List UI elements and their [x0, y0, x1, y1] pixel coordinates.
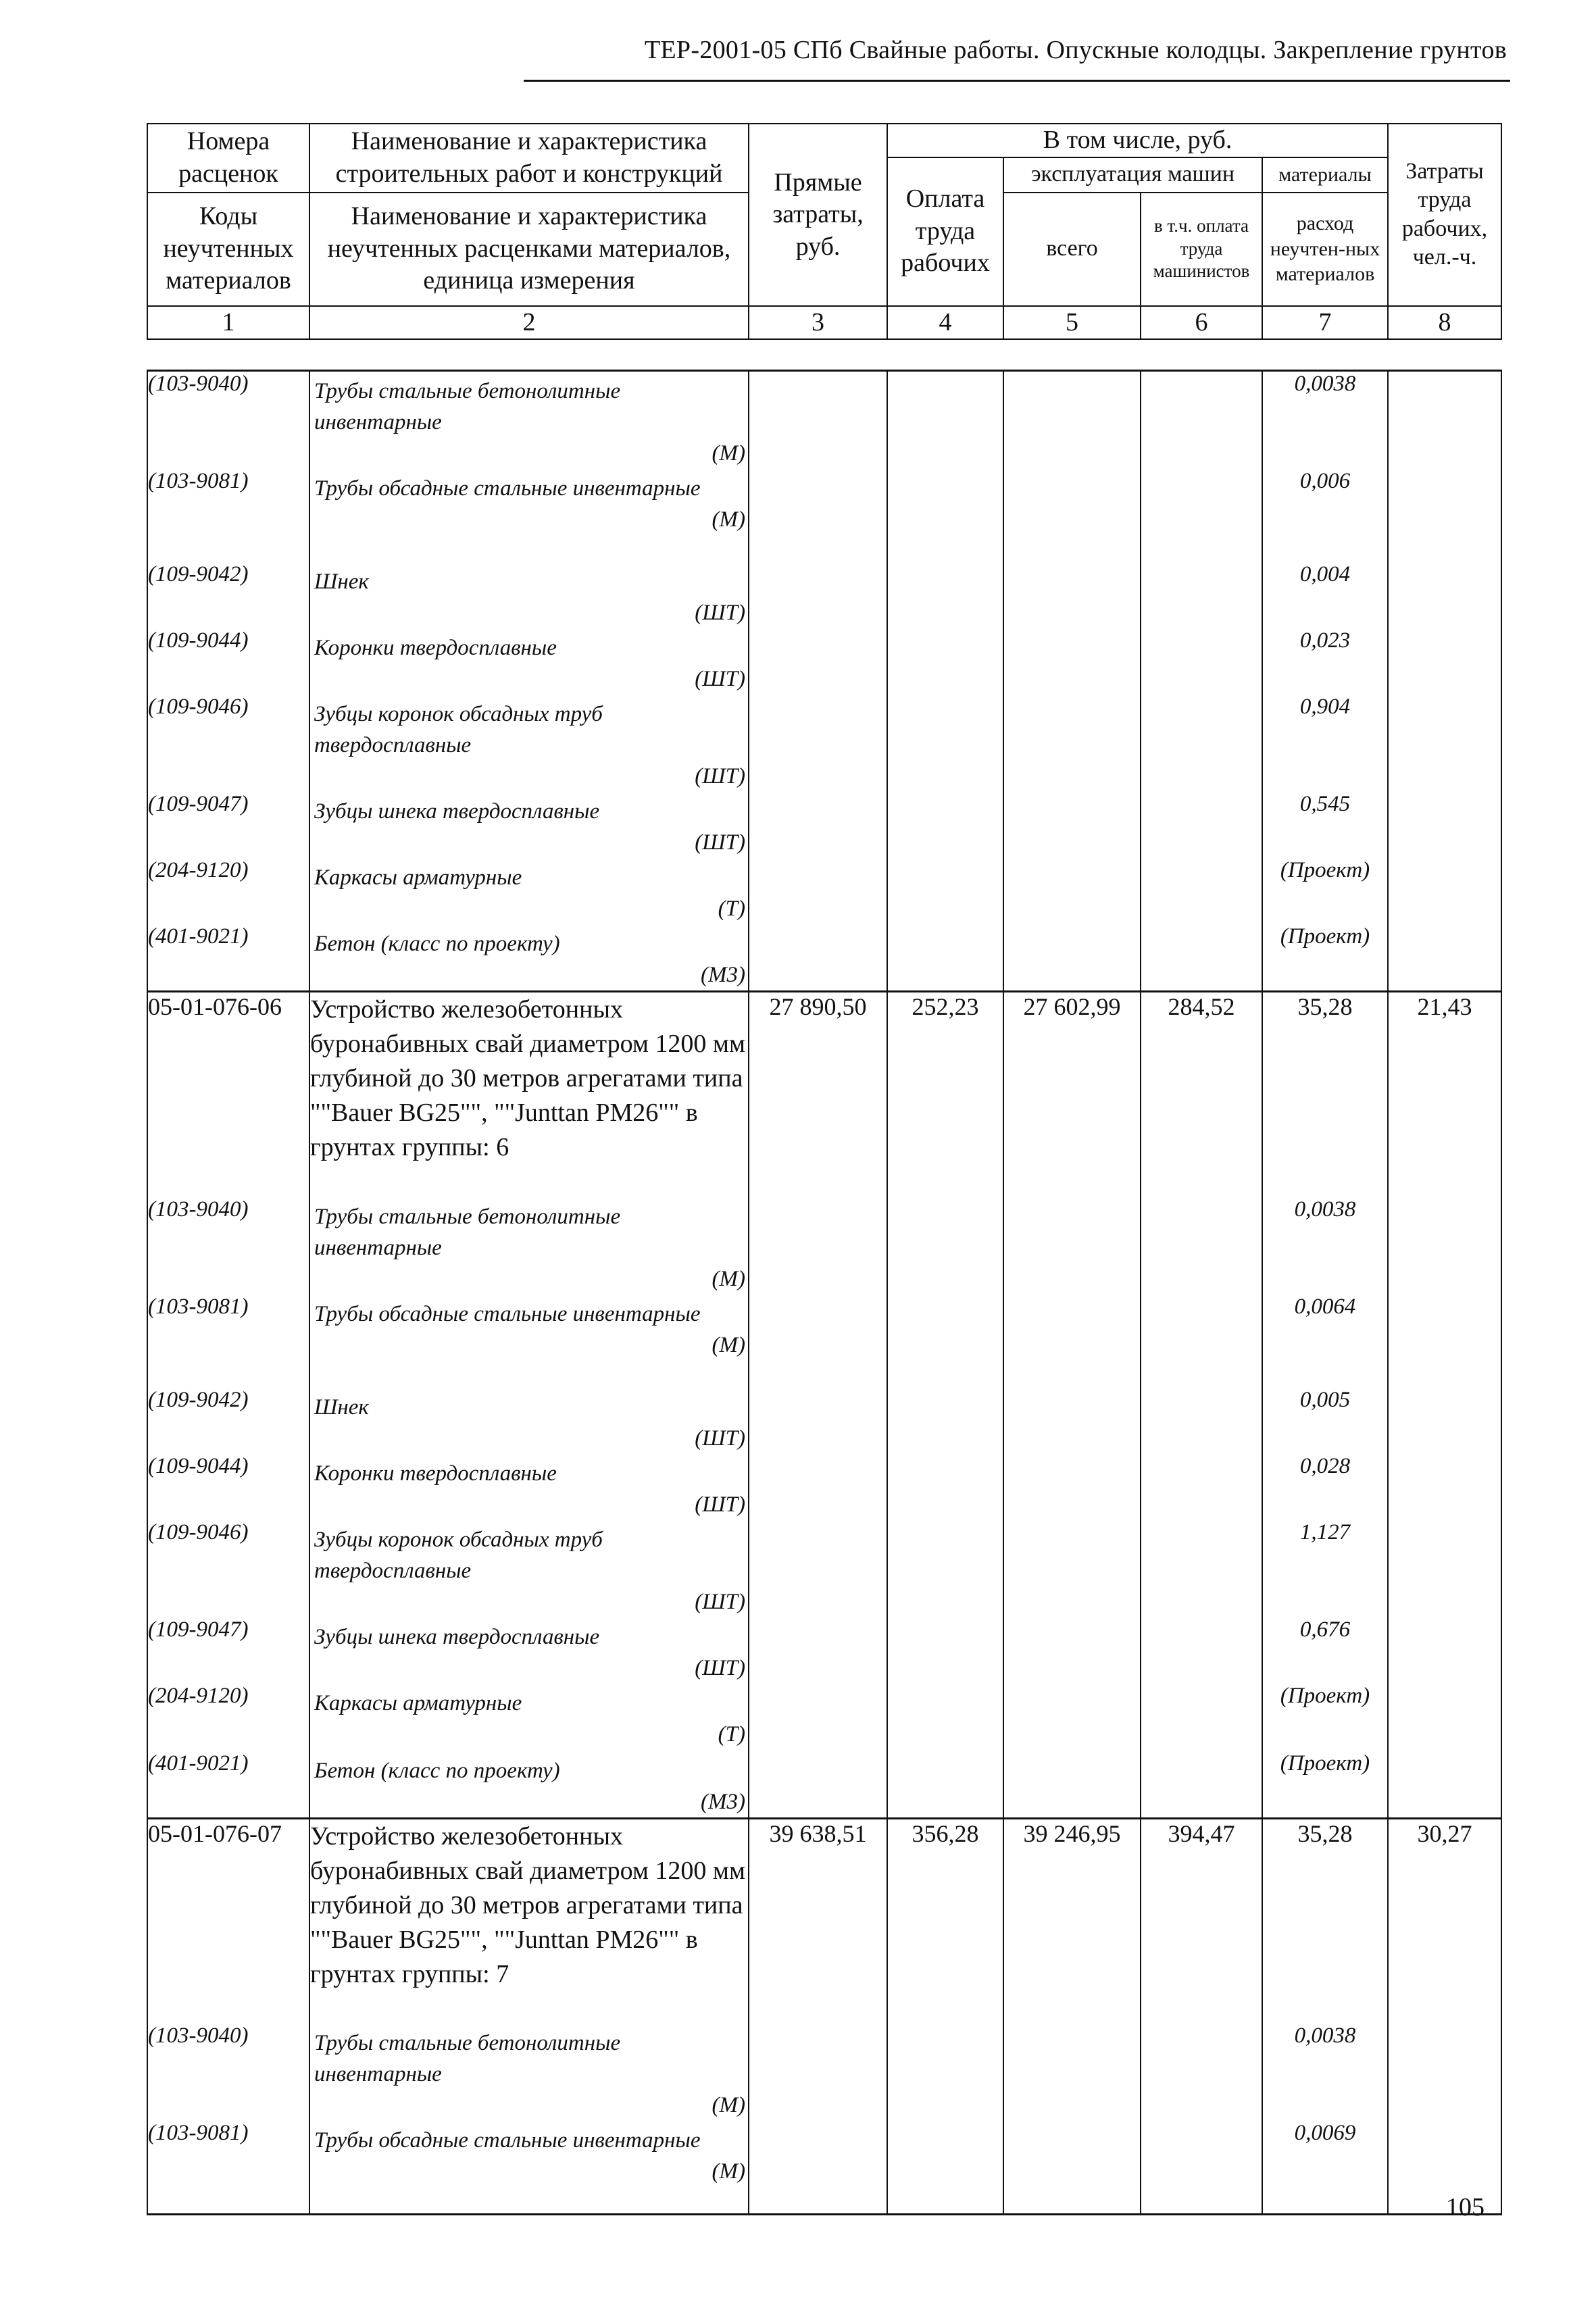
rate-machinists-pay: 394,47 [1141, 1818, 1262, 2023]
material-unit: (М) [712, 507, 745, 532]
header-labor-hours: Затраты труда рабочих, чел.-ч. [1388, 124, 1501, 306]
material-name-cell [309, 371, 749, 470]
material-name: Трубы обсадные стальные инвентарные [314, 476, 701, 501]
material-row [147, 2121, 1501, 2214]
rate-labor-pay: 356,28 [887, 1818, 1003, 2023]
material-consumption: (Проект) [1262, 1751, 1388, 1819]
rate-row [147, 1818, 1501, 2023]
material-code: (103-9040) [147, 2023, 309, 2121]
material-unit: (ШТ) [695, 1589, 745, 1614]
material-row [147, 1520, 1501, 1617]
material-unit: (М) [712, 441, 745, 466]
material-consumption: 0,028 [1262, 1454, 1388, 1520]
material-code: (103-9040) [147, 1197, 309, 1294]
table-header [147, 123, 1502, 340]
material-row [147, 562, 1501, 628]
material-code: (109-9047) [147, 792, 309, 858]
material-name: Трубы стальные бетонолитные инвентарные [314, 379, 621, 434]
header-materials: материалы [1262, 157, 1388, 193]
material-row [147, 858, 1501, 924]
material-consumption: 0,0038 [1262, 371, 1388, 470]
header-work-name: Наименование и характеристика строительных работ и конструкций [309, 124, 749, 193]
material-consumption: 0,023 [1262, 628, 1388, 695]
page-header-title: ТЕР-2001-05 СПб Свайные работы. Опускные колодцы. Закрепление грунтов [644, 36, 1507, 64]
material-unit: (ШТ) [695, 601, 745, 625]
material-unit: (М) [712, 2159, 745, 2184]
header-labor-pay: Оплата труда рабочих [887, 157, 1003, 306]
material-unit: (М3) [701, 963, 745, 987]
material-code: (109-9047) [147, 1617, 309, 1684]
material-row [147, 1388, 1501, 1454]
material-unit: (ШТ) [695, 1655, 745, 1680]
material-row [147, 1197, 1501, 1294]
material-name: Каркасы арматурные [314, 865, 522, 890]
material-unit: (ШТ) [695, 764, 745, 788]
material-row [147, 1294, 1501, 1388]
material-name: Бетон (класс по проекту) [314, 932, 560, 956]
header-machines: эксплуатация машин [1003, 157, 1262, 193]
material-name: Трубы стальные бетонолитные инвентарные [314, 1204, 621, 1260]
material-consumption: (Проект) [1262, 1684, 1388, 1751]
material-consumption: 1,127 [1262, 1520, 1388, 1617]
material-unit: (М3) [701, 1789, 745, 1814]
material-code: (109-9046) [147, 695, 309, 792]
column-number: 6 [1141, 306, 1262, 340]
rate-materials: 35,28 [1262, 992, 1388, 1197]
material-code: (401-9021) [147, 1751, 309, 1819]
material-row [147, 695, 1501, 792]
material-unit: (Т) [718, 897, 745, 921]
column-number: 1 [147, 306, 309, 340]
material-name: Трубы стальные бетонолитные инвентарные [314, 2031, 621, 2086]
column-number: 3 [749, 306, 887, 340]
material-code: (204-9120) [147, 1684, 309, 1751]
material-name: Бетон (класс по проекту) [314, 1758, 560, 1783]
page-number: 105 [1446, 2193, 1485, 2221]
material-name: Коронки твердосплавные [314, 1461, 557, 1486]
header-machines-total: всего [1003, 193, 1141, 306]
column-number: 7 [1262, 306, 1388, 340]
material-unit: (ШТ) [695, 830, 745, 855]
material-consumption: 0,0038 [1262, 2023, 1388, 2121]
material-consumption: 0,676 [1262, 1617, 1388, 1684]
header-rule [524, 80, 1510, 82]
material-consumption: 0,545 [1262, 792, 1388, 858]
material-row [147, 469, 1501, 562]
material-code: (103-9081) [147, 2121, 309, 2214]
header-machinists-pay: в т.ч. оплата труда машинистов [1141, 193, 1262, 306]
material-consumption: 0,0038 [1262, 1197, 1388, 1294]
rate-name: Устройство железобетонных буронабивных свай диаметром 1200 мм глубиной до 30 метров агрегатами типа ""Bauer BG25"", ""Junttan PM26"" в грунтах группы: 7 [309, 1818, 749, 2023]
material-name: Зубцы коронок обсадных труб твердосплавные [314, 1527, 603, 1583]
material-unit: (ШТ) [695, 1492, 745, 1517]
material-code: (109-9046) [147, 1520, 309, 1617]
rate-machines-total: 39 246,95 [1003, 1818, 1141, 2023]
material-consumption: 0,904 [1262, 695, 1388, 792]
material-row [147, 1617, 1501, 1684]
material-name: Шнек [314, 570, 369, 594]
material-code: (204-9120) [147, 858, 309, 924]
material-consumption: (Проект) [1262, 858, 1388, 924]
material-name: Трубы обсадные стальные инвентарные [314, 2128, 701, 2153]
material-consumption: 0,0069 [1262, 2121, 1388, 2214]
rate-name: Устройство железобетонных буронабивных свай диаметром 1200 мм глубиной до 30 метров агрегатами типа ""Bauer BG25"", ""Junttan PM26"" в грунтах группы: 6 [309, 992, 749, 1197]
material-consumption: (Проект) [1262, 924, 1388, 992]
rate-machinists-pay: 284,52 [1141, 992, 1262, 1197]
material-consumption: 0,005 [1262, 1388, 1388, 1454]
material-row [147, 371, 1501, 470]
material-consumption: 0,0064 [1262, 1294, 1388, 1388]
column-number: 2 [309, 306, 749, 340]
header-material-name: Наименование и характеристика неучтенных расценками материалов, единица измерения [309, 193, 749, 306]
material-unit: (М) [712, 2093, 745, 2117]
rate-code: 05-01-076-07 [147, 1818, 309, 2023]
column-number: 8 [1388, 306, 1501, 340]
rate-code: 05-01-076-06 [147, 992, 309, 1197]
material-name: Трубы обсадные стальные инвентарные [314, 1301, 701, 1326]
material-unit: (М) [712, 1332, 745, 1357]
material-row [147, 1684, 1501, 1751]
header-material-codes: Коды неучтенных материалов [147, 193, 309, 306]
material-unit: (Т) [718, 1721, 745, 1746]
rate-labor-hours: 30,27 [1388, 1818, 1501, 2023]
material-code: (103-9081) [147, 1294, 309, 1388]
material-unit: (ШТ) [695, 1426, 745, 1451]
material-code: (103-9040) [147, 371, 309, 470]
rate-direct-costs: 27 890,50 [749, 992, 887, 1197]
material-name: Коронки твердосплавные [314, 636, 557, 660]
material-code: (109-9042) [147, 1388, 309, 1454]
material-code: (109-9044) [147, 628, 309, 695]
material-unit: (М) [712, 1266, 745, 1291]
material-row [147, 792, 1501, 858]
header-rate-numbers: Номера расценок [147, 124, 309, 193]
column-number: 5 [1003, 306, 1141, 340]
material-row [147, 1454, 1501, 1520]
rate-direct-costs: 39 638,51 [749, 1818, 887, 2023]
material-code: (109-9042) [147, 562, 309, 628]
header-including: В том числе, руб. [887, 124, 1388, 157]
material-name: Зубцы шнека твердосплавные [314, 1624, 600, 1649]
material-consumption: 0,004 [1262, 562, 1388, 628]
rate-labor-pay: 252,23 [887, 992, 1003, 1197]
material-row [147, 924, 1501, 992]
column-number: 4 [887, 306, 1003, 340]
material-consumption: 0,006 [1262, 469, 1388, 562]
material-row [147, 628, 1501, 695]
table-body [147, 370, 1502, 2215]
material-code: (109-9044) [147, 1454, 309, 1520]
header-material-consumption: расход неучтен-ных материалов [1262, 193, 1388, 306]
material-name: Зубцы коронок обсадных труб твердосплавные [314, 702, 603, 757]
material-name: Зубцы шнека твердосплавные [314, 799, 600, 824]
material-code: (103-9081) [147, 469, 309, 562]
material-unit: (ШТ) [695, 667, 745, 691]
header-direct-costs: Прямые затраты, руб. [749, 124, 887, 306]
material-name: Шнек [314, 1394, 369, 1419]
material-row [147, 2023, 1501, 2121]
rate-machines-total: 27 602,99 [1003, 992, 1141, 1197]
rate-materials: 35,28 [1262, 1818, 1388, 2023]
material-row [147, 1751, 1501, 1819]
rate-row [147, 992, 1501, 1197]
material-code: (401-9021) [147, 924, 309, 992]
material-name: Каркасы арматурные [314, 1690, 522, 1715]
rate-labor-hours: 21,43 [1388, 992, 1501, 1197]
